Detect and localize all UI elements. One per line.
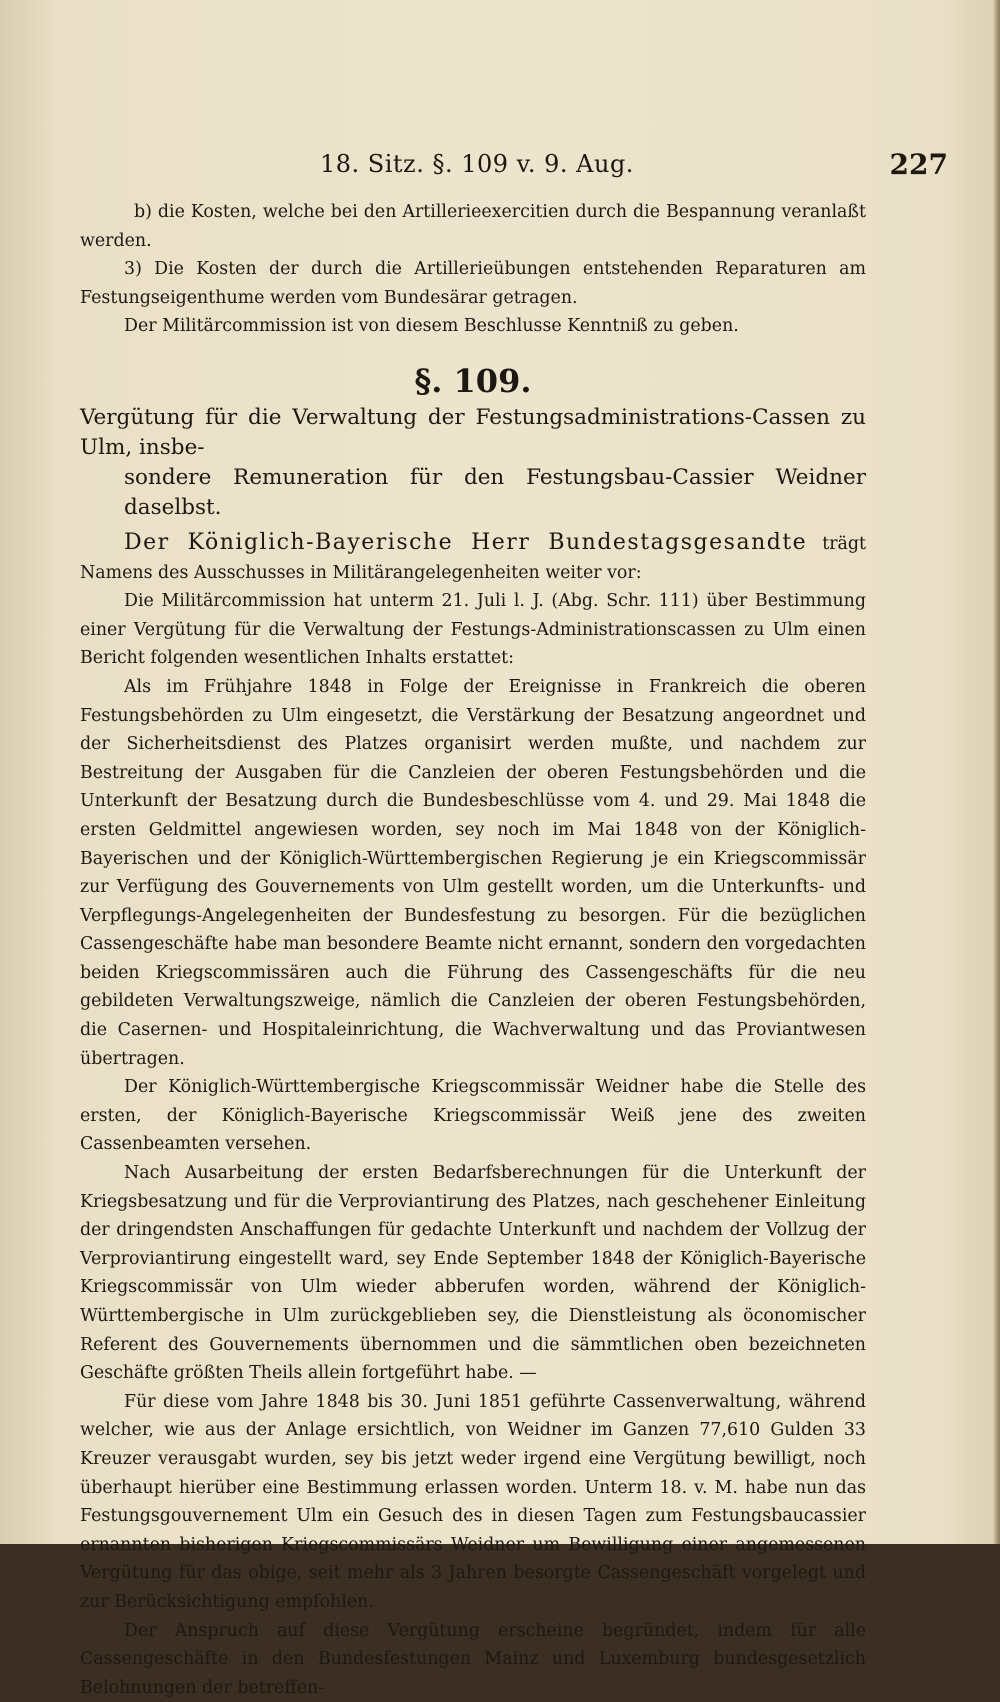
paragraph: Für diese vom Jahre 1848 bis 30. Juni 1851 geführte Cassenverwaltung, während welcher, wie aus der Anlage ersichtlich, von Weidner im Ganzen 77,610 Gulden 33 Kreuzer verausgabt wurden, sey bis jetzt weder irgend eine Vergütung bewilligt, noch überhaupt hierüber eine Bestimmung erlassen worden. Unterm 18. v. M. habe nun das Festungsgouvernement Ulm ein Gesuch des in diesen Tagen zum Festungsbaucassier ernannten bisherigen Kriegscommissärs Weidner um Bewilligung einer angemessenen Vergütung für das obige, seit mehr als 3 Jahren besorgte Cassengeschäft vorgelegt und zur Berücksichtigung empfohlen. xyxy=(80,1391,866,1612)
lead-rest: trägt Namens des Ausschusses in Militärangelegenheiten weiter vor: xyxy=(80,533,867,583)
section-number: §. 109. xyxy=(414,361,532,400)
paragraph: Der Königlich-Württembergische Kriegscommissär Weidner habe die Stelle des ersten, der Königlich-Bayerische Kriegscommissär Weiß jene des zweiten Cassenbeamten versehen. xyxy=(80,1077,866,1155)
paragraph: Als im Frühjahre 1848 in Folge der Ereignisse in Frankreich die oberen Festungsbehörden zu Ulm eingesetzt, die Verstärkung der Besatzung angeordnet und der Sicherheitsdienst des Platzes organisirt werden mußte, und nachdem zur Bestreitung der Ausgaben für die Canzleien der oberen Festungsbehörden und die Unterkunft der Besatzung durch die Bundesbeschlüsse vom 4. und 29. Mai 1848 die ersten Geldmittel angewiesen worden, sey noch im Mai 1848 von der Königlich-Bayerischen und der Königlich-Württembergischen Regierung je ein Kriegscommissär zur Verfügung des Gouvernements von Ulm gestellt worden, um die Unterkunfts- und Verpflegungs-Angelegenheiten der Bundesfestung zu besorgen. Für die bezüglichen Cassengeschäfte habe man besondere Beamte nicht ernannt, sondern den vorgedachten beiden Kriegscommissären auch die Führung des Cassengeschäfts für die neu gebildeten Verwaltungszweige, nämlich die Canzleien der oberen Festungsbehörden, die Casernen- und Hospitaleinrichtung, die Wachverwaltung und das Proviantwesen übertragen. xyxy=(80,676,866,1069)
intro-item-b: b) die Kosten, welche bei den Artillerieexercitien durch die Bespannung veranlaßt werden. xyxy=(80,202,866,251)
intro-item-3: 3) Die Kosten der durch die Artillerieübungen entstehenden Reparaturen am Festungseigenthume werden vom Bundesärar getragen. xyxy=(80,259,866,308)
paragraph: Nach Ausarbeitung der ersten Bedarfsberechnungen für die Unterkunft der Kriegsbesatzung und für die Verproviantirung des Platzes, nach geschehener Einleitung der dringendsten Anschaffungen für gedachte Unterkunft und nachdem der Vollzug der Verproviantirung eingestellt ward, sey Ende September 1848 der Königlich-Bayerische Kriegscommissär von Ulm wieder abberufen worden, während der Königlich-Württembergische in Ulm zurückgeblieben sey, die Dienstleistung als öconomischer Referent des Gouvernements übernommen und die sämmtlichen oben bezeichneten Geschäfte größten Theils allein fortgeführt habe. — xyxy=(80,1163,866,1384)
page-header xyxy=(80,148,948,184)
lead-paragraph xyxy=(80,529,866,587)
section-title xyxy=(80,403,866,523)
section-title-line-1: Vergütung für die Verwaltung der Festungsadministrations-Cassen zu Ulm, insbe- xyxy=(80,404,866,460)
paragraph: Der Anspruch auf diese Vergütung erscheine begründet, indem für alle Cassengeschäfte in den Bundesfestungen Mainz und Luxemburg bundesgesetzlich Belohnungen der betreffen- xyxy=(80,1620,866,1698)
section-title-line-2: sondere Remuneration für den Festungsbau-Cassier Weidner daselbst. xyxy=(124,464,866,520)
speaker: Der Königlich-Bayerische Herr Bundestagsgesandte xyxy=(124,529,808,555)
page-number: 227 xyxy=(889,148,948,181)
paragraph: Die Militärcommission hat unterm 21. Juli l. J. (Abg. Schr. 111) über Bestimmung einer Vergütung für die Verwaltung der Festungs-Administrationscassen zu Ulm einen Bericht folgenden wesentlichen Inhalts erstattet: xyxy=(80,591,866,669)
page-body xyxy=(80,198,866,1702)
intro-notice: Der Militärcommission ist von diesem Beschlusse Kenntniß zu geben. xyxy=(124,316,739,337)
page-edge xyxy=(994,0,1000,1544)
running-head: 18. Sitz. §. 109 v. 9. Aug. xyxy=(320,150,634,178)
